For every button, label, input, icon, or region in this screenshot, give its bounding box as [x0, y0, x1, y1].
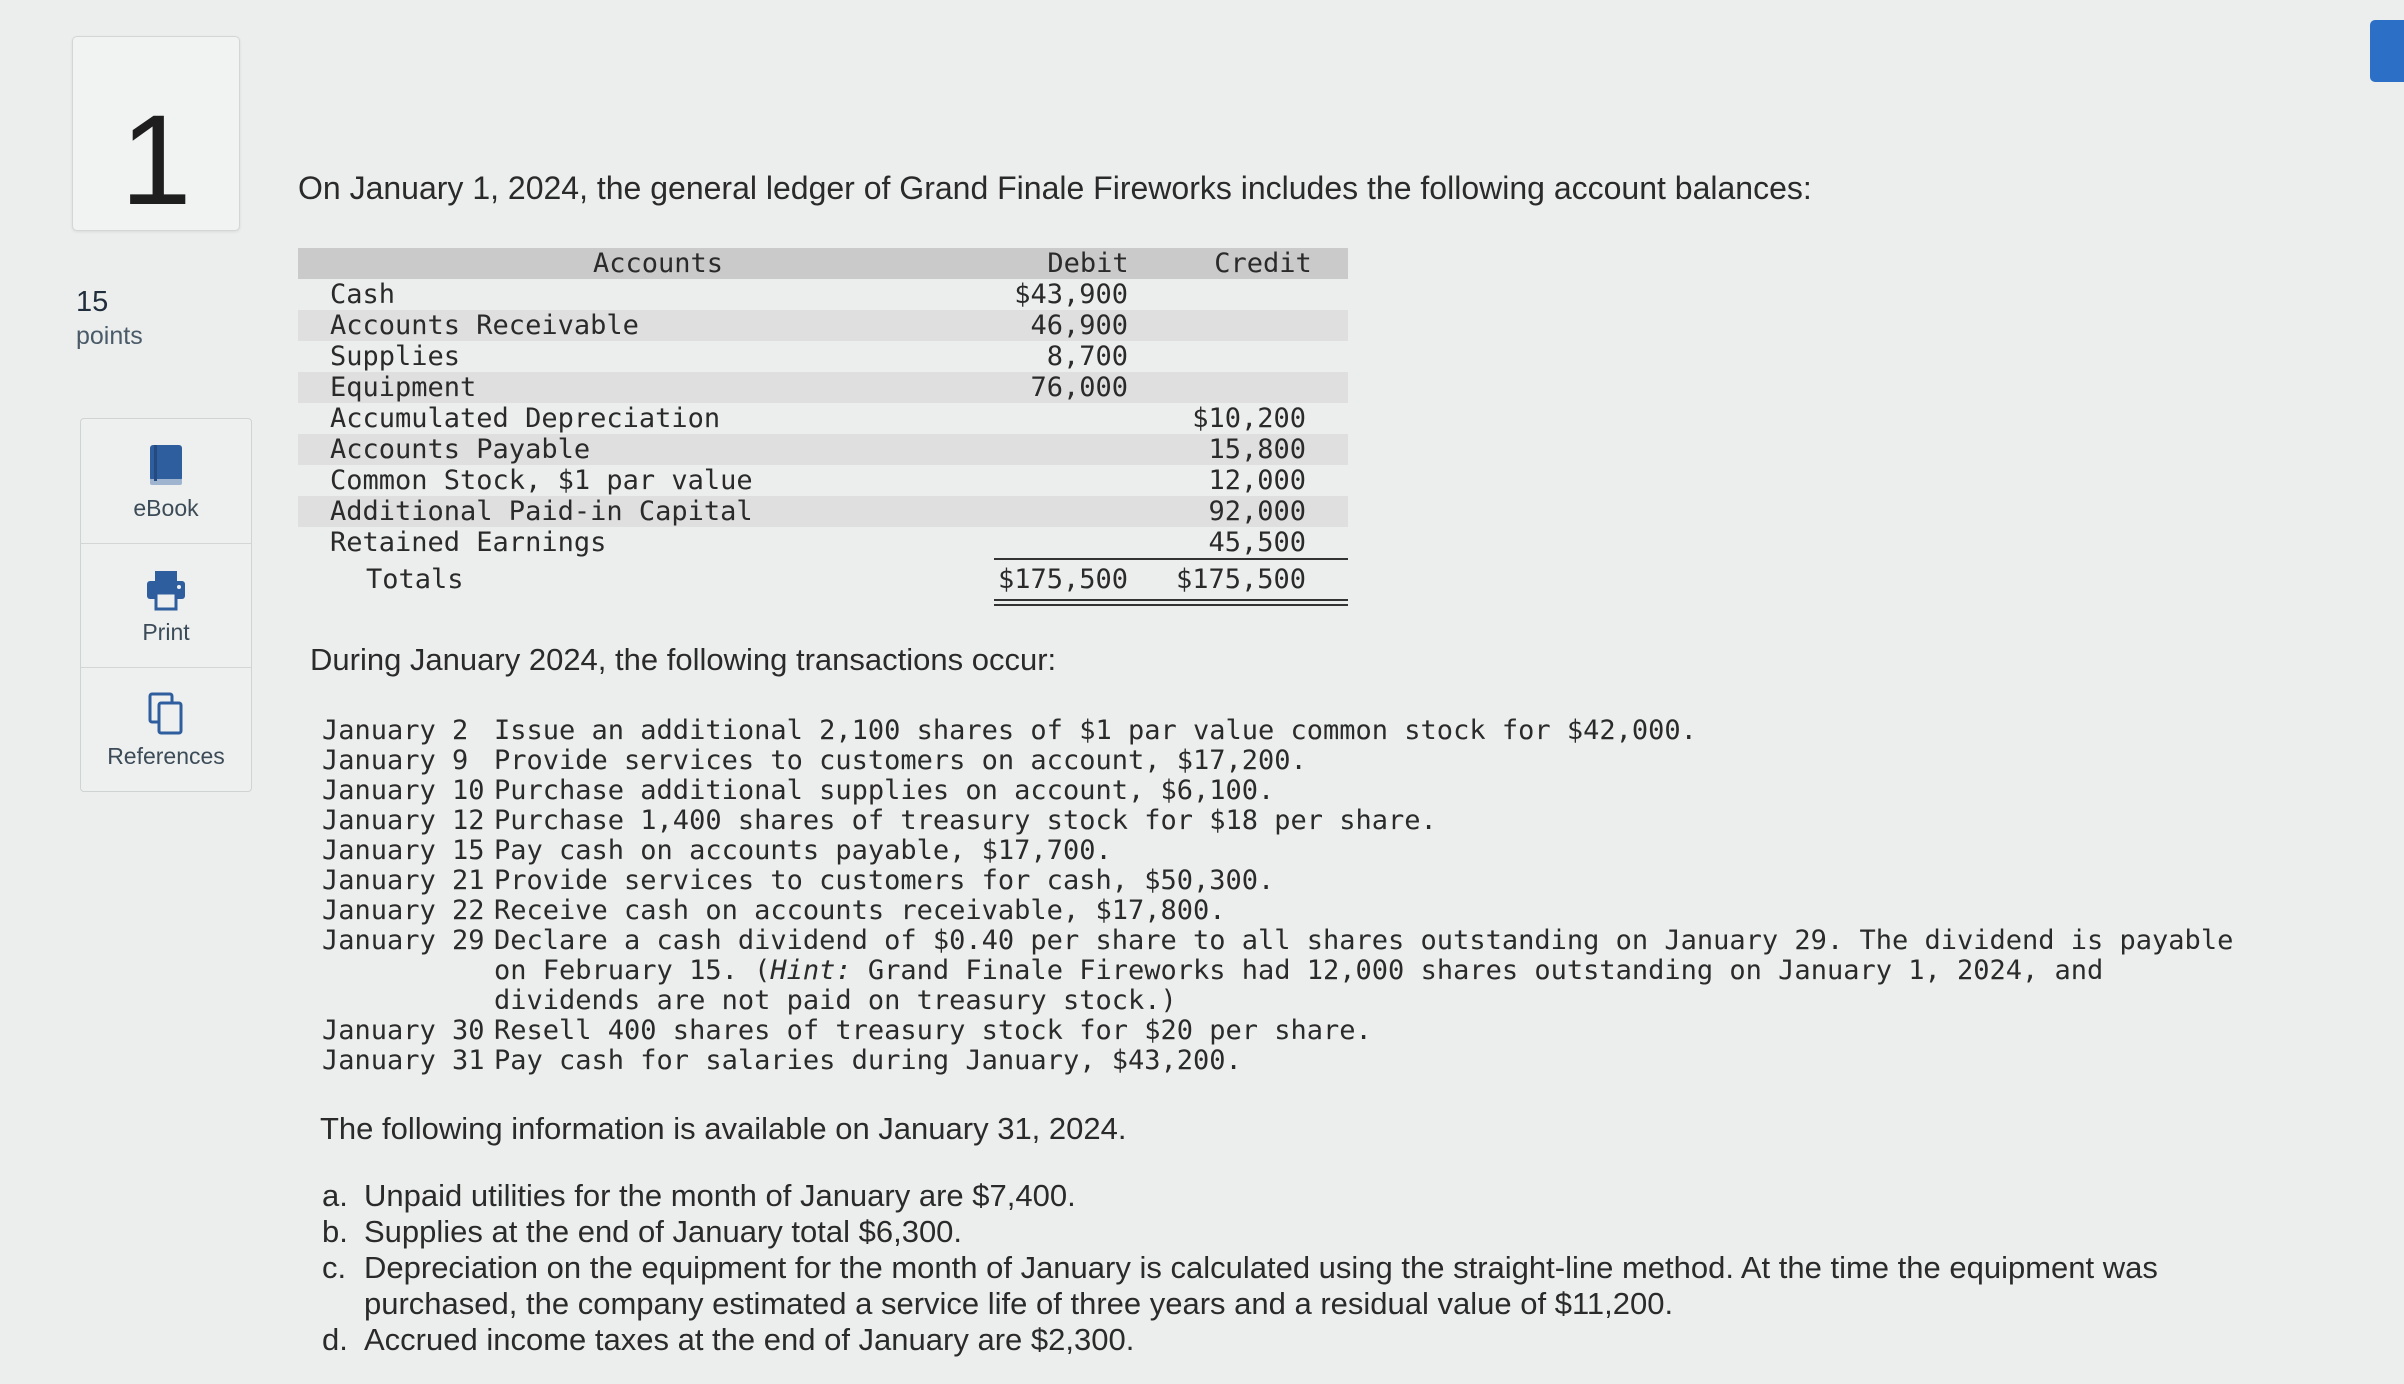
list-item	[322, 1178, 2242, 1214]
print-button[interactable]	[81, 543, 251, 668]
tx-desc: Provide services to customers for cash, $50,300.	[494, 865, 1275, 896]
table-row	[298, 434, 1348, 465]
tx-desc	[494, 925, 2250, 1016]
transactions-list	[322, 715, 2250, 1076]
table-row	[298, 310, 1348, 341]
totals-row	[298, 558, 1348, 602]
item-letter: c.	[322, 1250, 347, 1285]
tools-panel	[80, 418, 252, 792]
table-row	[298, 496, 1348, 527]
header-accounts: Accounts	[592, 248, 724, 279]
account-name: Cash	[330, 279, 396, 310]
tx-date: January 15	[322, 835, 485, 866]
item-text: Unpaid utilities for the month of January are $7,400.	[364, 1178, 1076, 1213]
header-debit: Debit	[1047, 248, 1129, 279]
info-heading: The following information is available on January 31, 2024.	[320, 1111, 1127, 1146]
credit-value: 45,500	[1208, 527, 1306, 558]
question-number-card	[72, 36, 240, 231]
table-row	[298, 403, 1348, 434]
list-item	[322, 925, 2250, 1016]
question-number: 1	[120, 89, 192, 232]
account-name: Accumulated Depreciation	[330, 403, 721, 434]
account-name: Supplies	[330, 341, 461, 372]
header-credit: Credit	[1214, 248, 1312, 279]
debit-value: 8,700	[1046, 341, 1128, 372]
account-name: Common Stock, $1 par value	[330, 465, 753, 496]
totals-debit: $175,500	[997, 564, 1128, 595]
tx-date: January 10	[322, 775, 485, 806]
tx-date: January 21	[322, 865, 485, 896]
ledger-table	[298, 248, 1348, 602]
list-item	[322, 866, 2242, 896]
points-label: points	[76, 322, 143, 350]
credit-value: 92,000	[1208, 496, 1306, 527]
account-name: Retained Earnings	[330, 527, 607, 558]
tx-desc: Issue an additional 2,100 shares of $1 par value common stock for $42,000.	[494, 715, 1697, 746]
table-row	[298, 372, 1348, 403]
list-item	[322, 776, 2242, 806]
tx-desc: Resell 400 shares of treasury stock for $20 per share.	[494, 1015, 1372, 1046]
tx-desc: Purchase additional supplies on account, $6,100.	[494, 775, 1275, 806]
item-letter: d.	[322, 1322, 348, 1357]
tx-desc-part: Grand Finale Fireworks had 12,000 shares outstanding on January 1, 2024, and dividends are not paid on treasury stock.)	[494, 955, 2120, 1016]
debit-value: $43,900	[1014, 279, 1128, 310]
credit-value: 15,800	[1208, 434, 1306, 465]
tx-date: January 2	[322, 715, 469, 746]
tx-desc: Pay cash for salaries during January, $43,200.	[494, 1045, 1242, 1076]
item-text: Supplies at the end of January total $6,300.	[364, 1214, 963, 1249]
list-item	[322, 896, 2242, 926]
credit-value: 12,000	[1208, 465, 1306, 496]
item-letter: b.	[322, 1214, 348, 1249]
printer-icon	[144, 567, 188, 613]
print-label: Print	[142, 619, 190, 645]
debit-value: 46,900	[1030, 310, 1128, 341]
table-row	[298, 527, 1348, 558]
account-name: Accounts Payable	[330, 434, 591, 465]
table-row	[298, 465, 1348, 496]
list-item	[322, 716, 2242, 746]
item-letter: a.	[322, 1178, 348, 1213]
item-text: Depreciation on the equipment for the month of January is calculated using the straight-line method. At the time the equipment was purchased, the company estimated a service life of three years and a residual value of $11,200.	[364, 1250, 2158, 1321]
debit-value: 76,000	[1030, 372, 1128, 403]
table-row	[298, 279, 1348, 310]
list-item	[322, 1250, 2242, 1322]
totals-label: Totals	[366, 564, 464, 595]
ebook-button[interactable]	[81, 419, 251, 544]
tx-desc: Receive cash on accounts receivable, $17,800.	[494, 895, 1226, 926]
account-name: Accounts Receivable	[330, 310, 639, 341]
tx-date: January 12	[322, 805, 485, 836]
tx-date: January 31	[322, 1045, 485, 1076]
item-text: Accrued income taxes at the end of January are $2,300.	[364, 1322, 1135, 1357]
points-value: 15	[76, 286, 109, 318]
intro-text: On January 1, 2024, the general ledger of Grand Finale Fireworks includes the following account balances:	[298, 170, 1812, 206]
list-item	[322, 806, 2242, 836]
account-name: Equipment	[330, 372, 477, 403]
list-item	[322, 1016, 2242, 1046]
list-item	[322, 836, 2242, 866]
info-list	[322, 1178, 2242, 1358]
list-item	[322, 1046, 2242, 1076]
references-button[interactable]	[81, 667, 251, 791]
tx-date: January 9	[322, 745, 469, 776]
ledger-header	[298, 248, 1348, 279]
list-item	[322, 1214, 2242, 1250]
totals-double-rule	[994, 599, 1348, 606]
tx-desc: Purchase 1,400 shares of treasury stock for $18 per share.	[494, 805, 1437, 836]
hint-label: Hint:	[770, 955, 852, 986]
account-name: Additional Paid-in Capital	[330, 496, 753, 527]
credit-value: $10,200	[1192, 403, 1306, 434]
tx-desc: Provide services to customers on account, $17,200.	[494, 745, 1307, 776]
tx-desc: Pay cash on accounts payable, $17,700.	[494, 835, 1112, 866]
book-icon	[146, 443, 186, 489]
table-row	[298, 341, 1348, 372]
list-item	[322, 746, 2242, 776]
ebook-label: eBook	[133, 495, 199, 521]
references-label: References	[107, 743, 225, 769]
copy-icon	[146, 691, 186, 737]
tx-date: January 22	[322, 895, 485, 926]
top-right-action-button[interactable]	[2370, 20, 2404, 82]
tx-date: January 29	[322, 925, 485, 956]
list-item	[322, 1322, 2242, 1358]
tx-desc-part: Declare a cash dividend of $0.40 per share to all shares outstanding on January 29. The dividend is payable on February 15. (	[494, 925, 2250, 986]
tx-date: January 30	[322, 1015, 485, 1046]
transactions-heading: During January 2024, the following transactions occur:	[310, 642, 1057, 677]
totals-credit: $175,500	[1175, 564, 1306, 595]
